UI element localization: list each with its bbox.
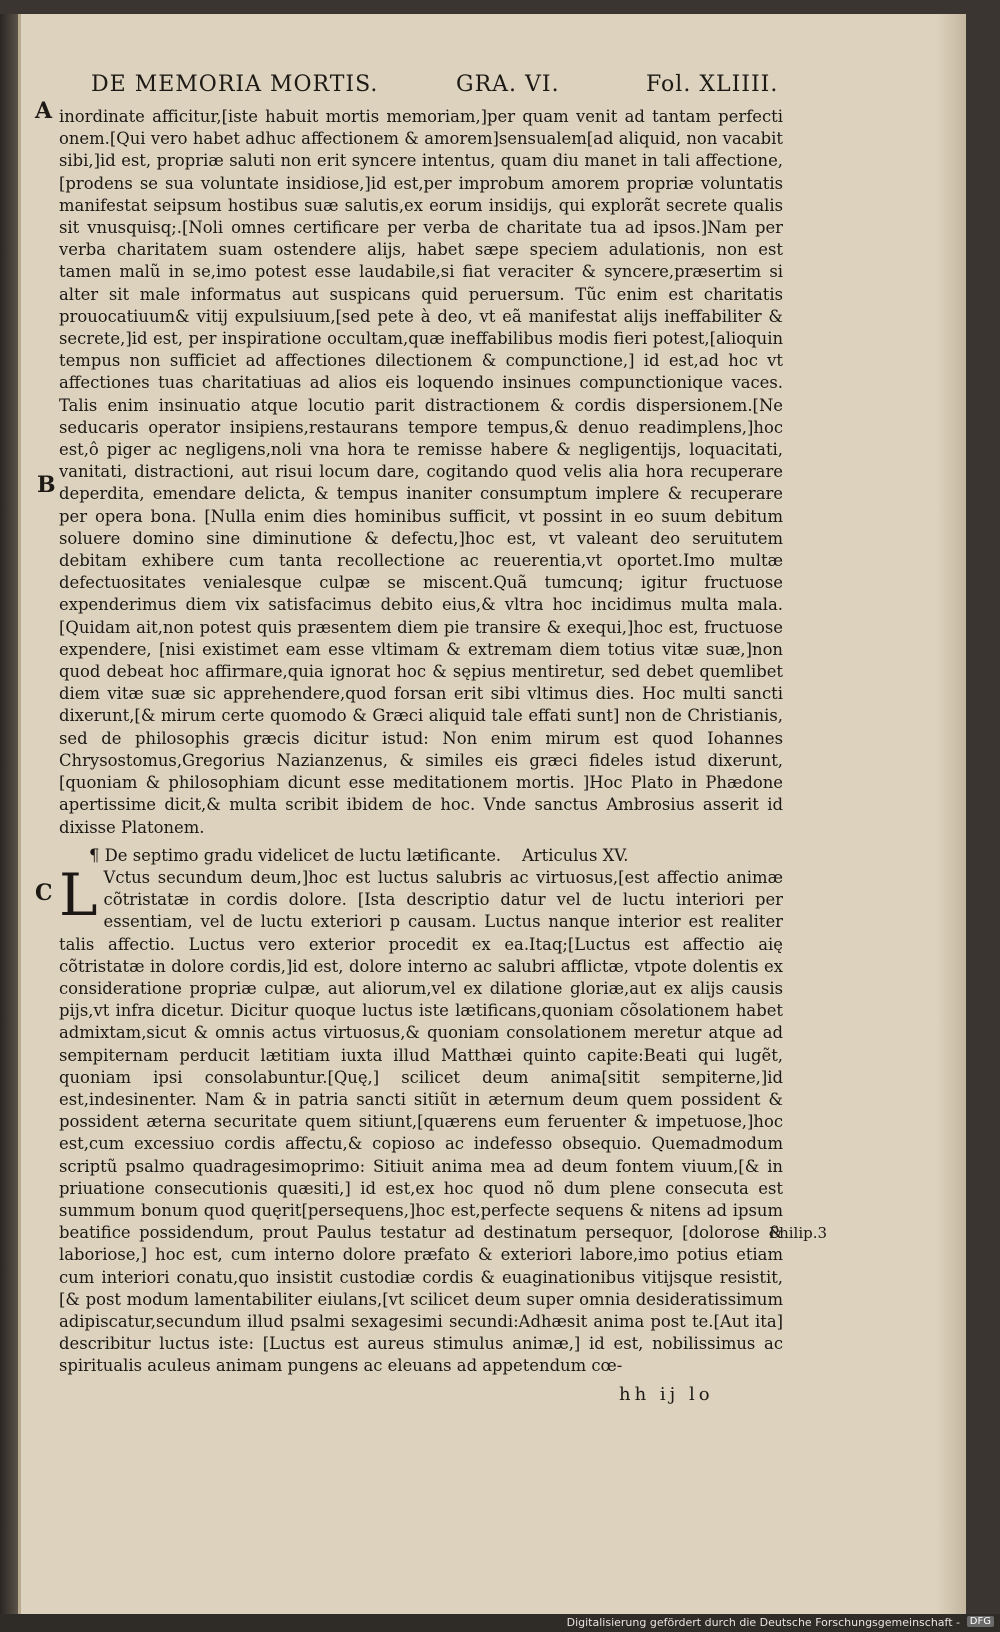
footer-bar — [0, 1614, 1000, 1632]
dfg-logo: DFG — [967, 1616, 994, 1627]
margin-note-philip: Philip.3 — [769, 1224, 828, 1242]
catchword: hh ij lo — [619, 1384, 714, 1405]
header-title: DE MEMORIA MORTIS. — [91, 72, 379, 97]
article-number: Articulus XV. — [521, 845, 629, 865]
paragraph-1: inordinate afficitur,[iste habuit mortis memoriam,]per quam venit ad tantam perfecti onem.[Qui vero habet adhuc affectionem & amorem]sensualem[ad aliquid, non vacabit sibi,]id est, propriæ saluti non erit syncere intentus, quam diu manet in tali affectione,[prodens se sua voluntate insidiose,]id est,per improbum amorem propriæ voluntatis manifestat seipsum hostibus suæ salutis,ex eorum insidijs, qui explorãt secrete qualis sit vnusquisq;.[Noli omnes certificare per verba de charitate tua ad ipsos.]Nam per verba charitatem suam ostendere alijs, habet sæpe speciem adulationis, non est tamen malũ in se,imo potest esse laudabile,si fiat veraciter & syncere,præsertim si alter sit male informatus aut suspicans quid peruersum. Tũc enim est charitatis prouocatiuum& vitij expulsiuum,[sed pete à deo, vt eã manifestat alijs ineffabiliter & secrete,]id est, per inspiratione occultam,quæ ineffabilibus modis fieri potest,[alioquin tempus non sufficiet ad affectiones dilectionem & compunctione,] id est,ad hoc vt affectiones tuas charitatiuas ad alios eis loquendo insinues compunctionique vaces. Talis enim insinuatio atque locutio parit distractionem & cordis dispersionem.[Ne seducaris operator insipiens,restaurans tempore tempus,& denuo readimplens,]hoc est,ô piger ac negligens,noli vna hora te remisse habere & negligentijs, loquacitati, vanitati, distractioni, aut risui locum dare, cogitando quod velis alia hora recuperare deperdita, emendare delicta, & tempus inaniter consumptum implere & recuperare per opera bona. [Nulla enim dies hominibus sufficit, vt possint in eo suum debitum soluere domino sine diminutione & defectu,]hoc est, vt valeant deo seruitutem debitam exhibere cum tanta recollectione ac reuerentia,vt oportet.Imo multæ defectuositates venialesque culpæ se miscent.Quã tumcunq; igitur fructuose expenderimus diem vix satisfacimus debito eius,& vltra hoc incidimus multa mala.[Quidam ait,non potest quis præsentem diem pie transire & exequi,]hoc est, fructuose expendere, [nisi existimet eam esse vltimam & extremam diem totius vitæ suæ,]non quod debeat hoc affirmare,quia ignorat hoc & sępius mentiretur, sed debet quemlibet diem vitæ suæ sic apprehendere,quod forsan erit sibi vltimus dies. Hoc multi sancti dixerunt,[& mirum certe quomodo & Græci aliquid tale effati sunt] non de Christianis, sed de philosophis græcis dicitur istud: Non enim mirum est quod Iohannes Chrysostomus,Gregorius Nazianzenus, & similes eis græci fideles istud dixerunt,[quoniam & philosophiam dicunt esse meditationem mortis. ]Hoc Plato in Phædone apertissime dicit,& multa scribit ibidem de hoc. Vnde sanctus Ambrosius asserit id dixisse Platonem. — [59, 107, 783, 837]
drop-cap: L — [59, 860, 98, 929]
article-heading-text: ¶ De septimo gradu videlicet de luctu lætificante. — [89, 845, 502, 865]
margin-letter-b: B — [37, 472, 56, 498]
book-gutter — [0, 14, 18, 1614]
body-text — [59, 106, 783, 1378]
running-header — [91, 72, 781, 108]
margin-letter-c: C — [35, 880, 53, 906]
book-page — [18, 14, 966, 1614]
header-folio: Fol. XLIIII. — [646, 72, 779, 97]
article-heading — [59, 845, 783, 867]
footer-credit: Digitalisierung gefördert durch die Deutsche Forschungsgemeinschaft - — [566, 1616, 960, 1629]
margin-letter-a: A — [35, 98, 53, 124]
header-grade: GRA. VI. — [456, 72, 560, 97]
paragraph-2 — [59, 860, 783, 1378]
paragraph-2-text: Vctus secundum deum,]hoc est luctus salubris ac virtuosus,[est affectio animæ cõtristatæ in cordis dolore. [Ista descriptio datur vel de luctu interiori per essentiam, vel de luctu exteriori p causam. Luctus nanque interior est realiter talis affectio. Luctus vero exterior procedit ex ea.Itaq;[Luctus est affectio aię cõtristatæ in dolore cordis,]id est, dolore interno ac salubri afflictæ, vtpote dolentis ex consideratione propriæ culpæ, aut aliorum,vel ex dilatione gloriæ,aut ex alijs causis pijs,vt infra dicetur. Dicitur quoque luctus iste lætificans,quoniam cõsolationem habet admixtam,sicut & omnis actus virtuosus,& quoniam consolationem meretur atque ad sempiternam perducit lætitiam iuxta illud Matthæi quinto capite:Beati qui lugẽt, quoniam ipsi consolabuntur.[Quę,] scilicet deum anima[sitit sempiterne,]id est,indesinenter. Nam & in patria sancti sitiũt in æternum deum quem possident & possident æterna securitate quem sitiunt,[quærens eum feruenter & impetuose,]hoc est,cum excessiuo cordis affectu,& copioso ac indefesso obsequio. Quemadmodum scriptũ psalmo quadragesimoprimo: Sitiuit anima mea ad deum fontem viuum,[& in priuatione consecutionis quæsiti,] id est,ex hoc quod nõ dum plene consecuta est summum bonum quod quęrit[persequens,]hoc est,perfecte sequens & nitens ad ipsum beatifice possidendum, prout Paulus testatur ad destinatum persequor, [dolorose & laboriose,] hoc est, cum interno dolore præfato & exteriori labore,imo potius etiam cum interiori conatu,quo insistit custodiæ cordis & euaginationibus vitijsque resistit,[& post modum lamentabiliter eiulans,[vt scilicet deum super omnia desideratissimum adipiscatur,secundum illud psalmi sexagesimi secundi:Adhæsit anima post te.[Aut ita] describitur luctus iste: [Luctus est aureus stimulus animæ,] id est, nobilissimus ac spiritualis aculeus animam pungens ac eleuans ad appetendum cœ- — [59, 867, 783, 1376]
